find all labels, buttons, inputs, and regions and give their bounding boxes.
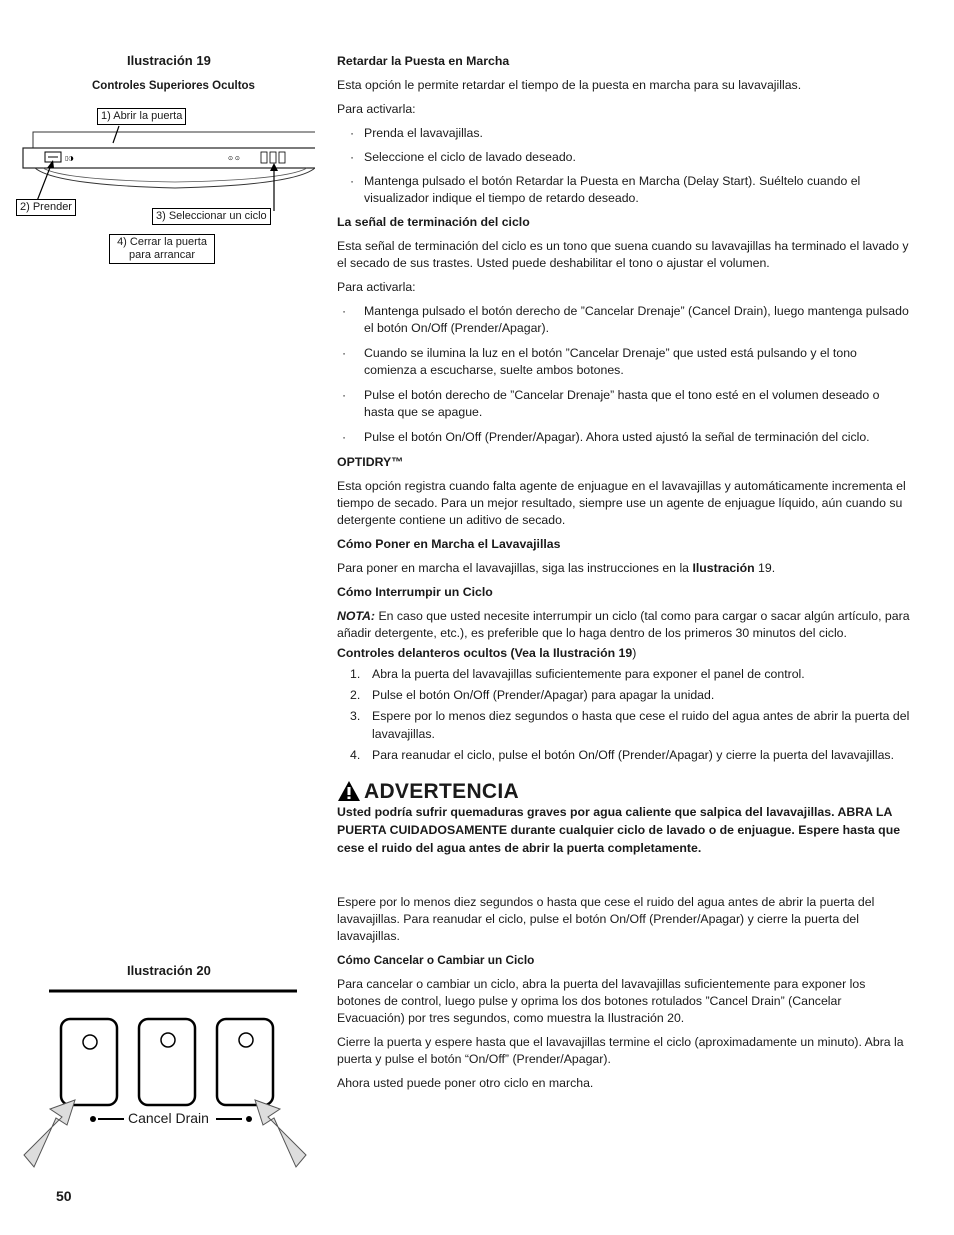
interrupt-heading: Cómo Interrumpir un Ciclo [337, 585, 493, 599]
delay-start-heading: Retardar la Puesta en Marcha [337, 54, 510, 68]
cancel-drain-illustration [20, 985, 310, 1180]
cancel-text-2: Cierre la puerta y espere hasta que el lavavajillas termine el ciclo (aproximadamente un minuto). Abra la puerta y pulse el botón “On/Off” (Prender/Apagar). [337, 1035, 904, 1066]
cancel-drain-label: Cancel Drain [128, 1110, 209, 1126]
delay-start-list [337, 125, 910, 207]
wait-text: Espere por lo menos diez segundos o hasta que cese el ruido del agua antes de abrir la puerta del lavavajillas. Para reanudar el ciclo, pulse el botón On/Off (Prender/Apagar) y cierre la puerta del lavavajillas. [337, 895, 875, 943]
warning-title: ADVERTENCIA [337, 780, 910, 802]
callout-select-cycle: 3) Seleccionar un ciclo [152, 208, 271, 225]
list-item: · Pulse el botón On/Off (Prender/Apagar). Ahora usted ajustó la señal de terminación del ciclo. [337, 429, 910, 446]
optidry-heading: OPTIDRY™ [337, 455, 404, 469]
list-item: · Seleccione el ciclo de lavado deseado. [337, 149, 910, 166]
svg-text:⊙ ⊙: ⊙ ⊙ [228, 155, 240, 162]
list-item: 3. Espere por lo menos diez segundos o hasta que cese el ruido del agua antes de abrir la puerta del lavavajillas. [350, 709, 910, 741]
cycle-signal-intro: Esta señal de terminación del ciclo es un tono que suena cuando su lavavajillas ha terminado el lavado y el secado de sus trastes. Usted puede deshabilitar el tono o ajustar el volumen. [337, 239, 909, 270]
cycle-signal-heading: La señal de terminación del ciclo [337, 215, 530, 229]
figure19-title: Ilustración 19 [127, 53, 211, 68]
start-text: Para poner en marcha el lavavajillas, siga las instrucciones en la Ilustración 19. [337, 561, 776, 575]
warning-text: Usted podría sufrir quemaduras graves por agua caliente que salpica del lavavajillas. ABRA LA PUERTA CUIDADOSAMENTE durante cualquier ciclo de lavado o de enjuague. Espere hasta que cese el ruido del agua antes de abrir la puerta completamente. [337, 805, 901, 855]
cancel-heading: Cómo Cancelar o Cambiar un Ciclo [337, 953, 535, 967]
list-item: · Prenda el lavavajillas. [337, 125, 910, 142]
warning-icon [337, 780, 361, 802]
activate-label: Para activarla: [337, 102, 416, 116]
optidry-text: Esta opción registra cuando falta agente de enjuague en el lavavajillas y automáticamente incrementa el tiempo de secado. Para un mejor resultado, siempre use un agente de enjuague líquido, aún cuando su detergente contiene un aditivo de secado. [337, 479, 906, 527]
front-controls-list [337, 665, 910, 764]
main-text-column [337, 53, 910, 1099]
list-item: · Mantenga pulsado el botón Retardar la Puesta en Marcha (Delay Start). Suéltelo cuando el visualizador indique el tiempo de retardo deseado. [337, 173, 910, 207]
start-heading: Cómo Poner en Marcha el Lavavajillas [337, 537, 561, 551]
list-item: · Pulse el botón derecho de ”Cancelar Drenaje” hasta que el tono esté en el volumen deseado o hasta que se apague. [337, 387, 910, 421]
list-item: · Cuando se ilumina la luz en el botón ”Cancelar Drenaje” que usted está pulsando y el tono comienza a escucharse, suelte ambos botones. [337, 345, 910, 379]
callout-power-on: 2) Prender [16, 199, 76, 216]
callout-open-door: 1) Abrir la puerta [97, 108, 186, 125]
list-item: 2. Pulse el botón On/Off (Prender/Apagar) para apagar la unidad. [350, 688, 715, 702]
delay-start-intro: Esta opción le permite retardar el tiempo de la puesta en marcha para su lavavajillas. [337, 78, 802, 92]
front-controls-heading: Controles delanteros ocultos (Vea la Ilustración 19) [337, 646, 637, 660]
page-number: 50 [56, 1188, 72, 1204]
activate-label-2: Para activarla: [337, 280, 416, 294]
svg-text:▯◑: ▯◑ [65, 155, 74, 162]
cancel-text-1: Para cancelar o cambiar un ciclo, abra la puerta del lavavajillas suficientemente para exponer los botones de control, luego pulse y oprima los dos botones rotulados ”Cancel Drain” (Cancelar Evacuación) por tres segundos, como muestra la Ilustración 20. [337, 977, 866, 1025]
cycle-signal-list [337, 303, 910, 446]
figure20-title: Ilustración 20 [127, 963, 211, 978]
figure19-subtitle: Controles Superiores Ocultos [92, 80, 255, 92]
list-item: 1. Abra la puerta del lavavajillas suficientemente para exponer el panel de control. [350, 667, 805, 681]
list-item: 4. Para reanudar el ciclo, pulse el botón On/Off (Prender/Apagar) y cierre la puerta del lavavajillas. [350, 748, 894, 762]
list-item: · Mantenga pulsado el botón derecho de ”Cancelar Drenaje” (Cancel Drain), luego mantenga pulsado el botón On/Off (Prender/Apagar). [337, 303, 910, 337]
cancel-text-3: Ahora usted puede poner otro ciclo en marcha. [337, 1076, 594, 1090]
nota-text: NOTA: En caso que usted necesite interrumpir un ciclo (tal como para cargar o sacar algún artículo, para añadir detergente, etc.), es preferible que lo haga dentro de los primeros 30 minutos del ciclo. [337, 609, 910, 640]
callout-close-door: 4) Cerrar la puerta para arrancar [109, 234, 215, 264]
